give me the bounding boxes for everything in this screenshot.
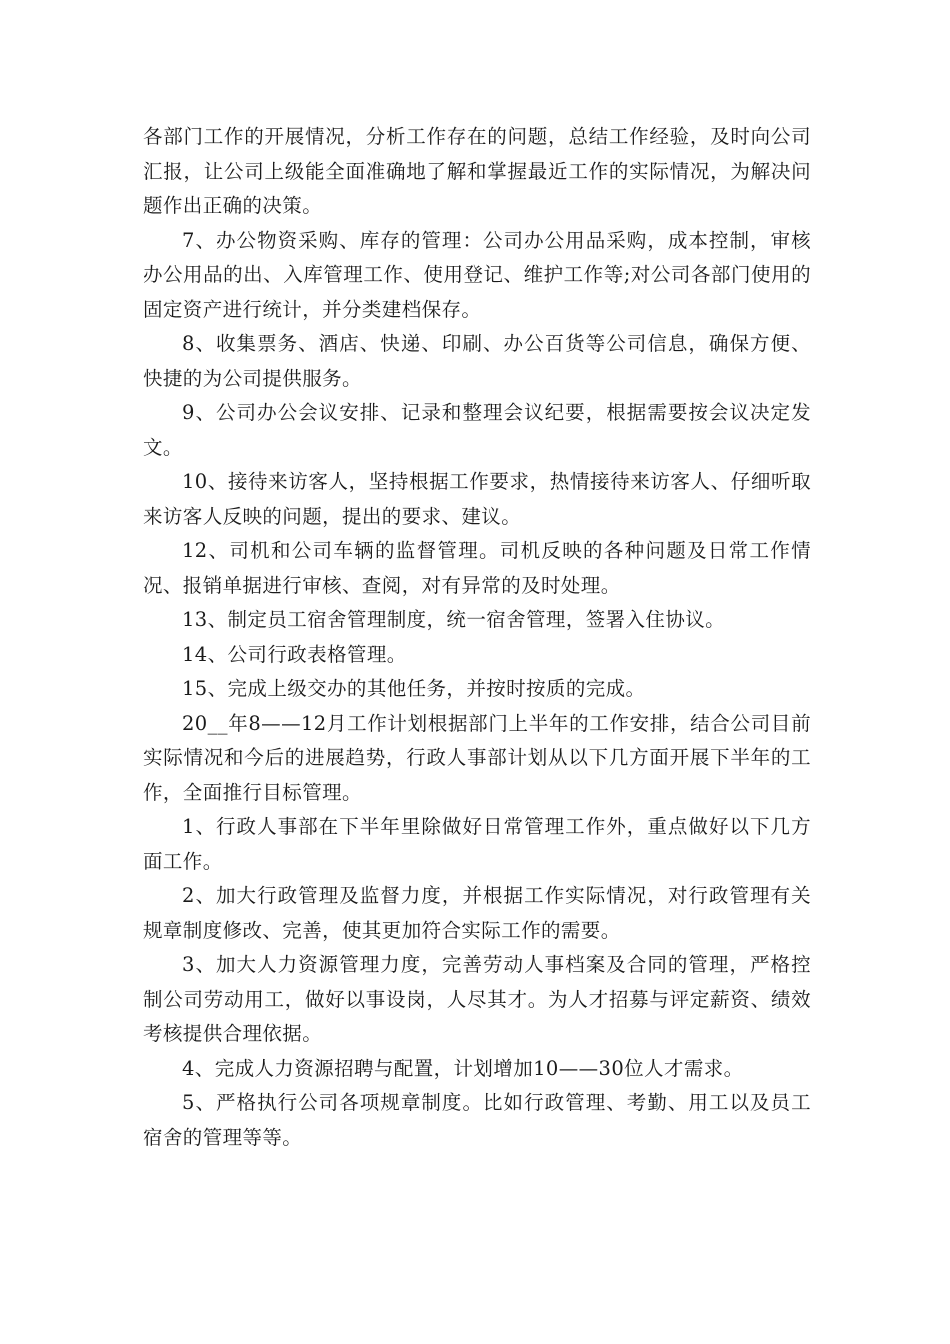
paragraph-item-12: 12、司机和公司车辆的监督管理。司机反映的各种问题及日常工作情况、报销单据进行审核、查阅，对有异常的及时处理。 xyxy=(143,539,811,597)
document-body xyxy=(143,120,811,1155)
paragraph-plan-5: 5、严格执行公司各项规章制度。比如行政管理、考勤、用工以及员工宿舍的管理等等。 xyxy=(143,1091,811,1149)
paragraph-plan-2: 2、加大行政管理及监督力度，并根据工作实际情况，对行政管理有关规章制度修改、完善，使其更加符合实际工作的需要。 xyxy=(143,884,811,942)
paragraph-continuation: 各部门工作的开展情况，分析工作存在的问题，总结工作经验，及时向公司汇报，让公司上级能全面准确地了解和掌握最近工作的实际情况，为解决问题作出正确的决策。 xyxy=(143,125,811,217)
paragraph-plan-4: 4、完成人力资源招聘与配置，计划增加10——30位人才需求。 xyxy=(182,1056,744,1080)
paragraph-item-14: 14、公司行政表格管理。 xyxy=(182,642,407,666)
paragraph-item-7: 7、办公物资采购、库存的管理：公司办公用品采购，成本控制，审核办公用品的出、入库管理工作、使用登记、维护工作等;对公司各部门使用的固定资产进行统计，并分类建档保存。 xyxy=(143,228,811,321)
paragraph-plan-1: 1、行政人事部在下半年里除做好日常管理工作外，重点做好以下几方面工作。 xyxy=(143,815,811,873)
paragraph-item-8: 8、收集票务、酒店、快递、印刷、办公百货等公司信息，确保方便、快捷的为公司提供服务。 xyxy=(143,332,811,390)
paragraph-plan-intro: 20__年8——12月工作计划根据部门上半年的工作安排，结合公司目前实际情况和今后的进展趋势，行政人事部计划从以下几方面开展下半年的工作，全面推行目标管理。 xyxy=(143,711,811,804)
paragraph-plan-3: 3、加大人力资源管理力度，完善劳动人事档案及合同的管理，严格控制公司劳动用工，做好以事设岗，人尽其才。为人才招募与评定薪资、绩效考核提供合理依据。 xyxy=(143,953,811,1045)
paragraph-item-9: 9、公司办公会议安排、记录和整理会议纪要，根据需要按会议决定发文。 xyxy=(143,401,811,459)
paragraph-item-13: 13、制定员工宿舍管理制度，统一宿舍管理，签署入住协议。 xyxy=(182,608,726,631)
paragraph-item-15: 15、完成上级交办的其他任务，并按时按质的完成。 xyxy=(182,677,646,700)
paragraph-item-10: 10、接待来访客人，坚持根据工作要求，热情接待来访客人、仔细听取来访客人反映的问题，提出的要求、建议。 xyxy=(143,470,811,528)
